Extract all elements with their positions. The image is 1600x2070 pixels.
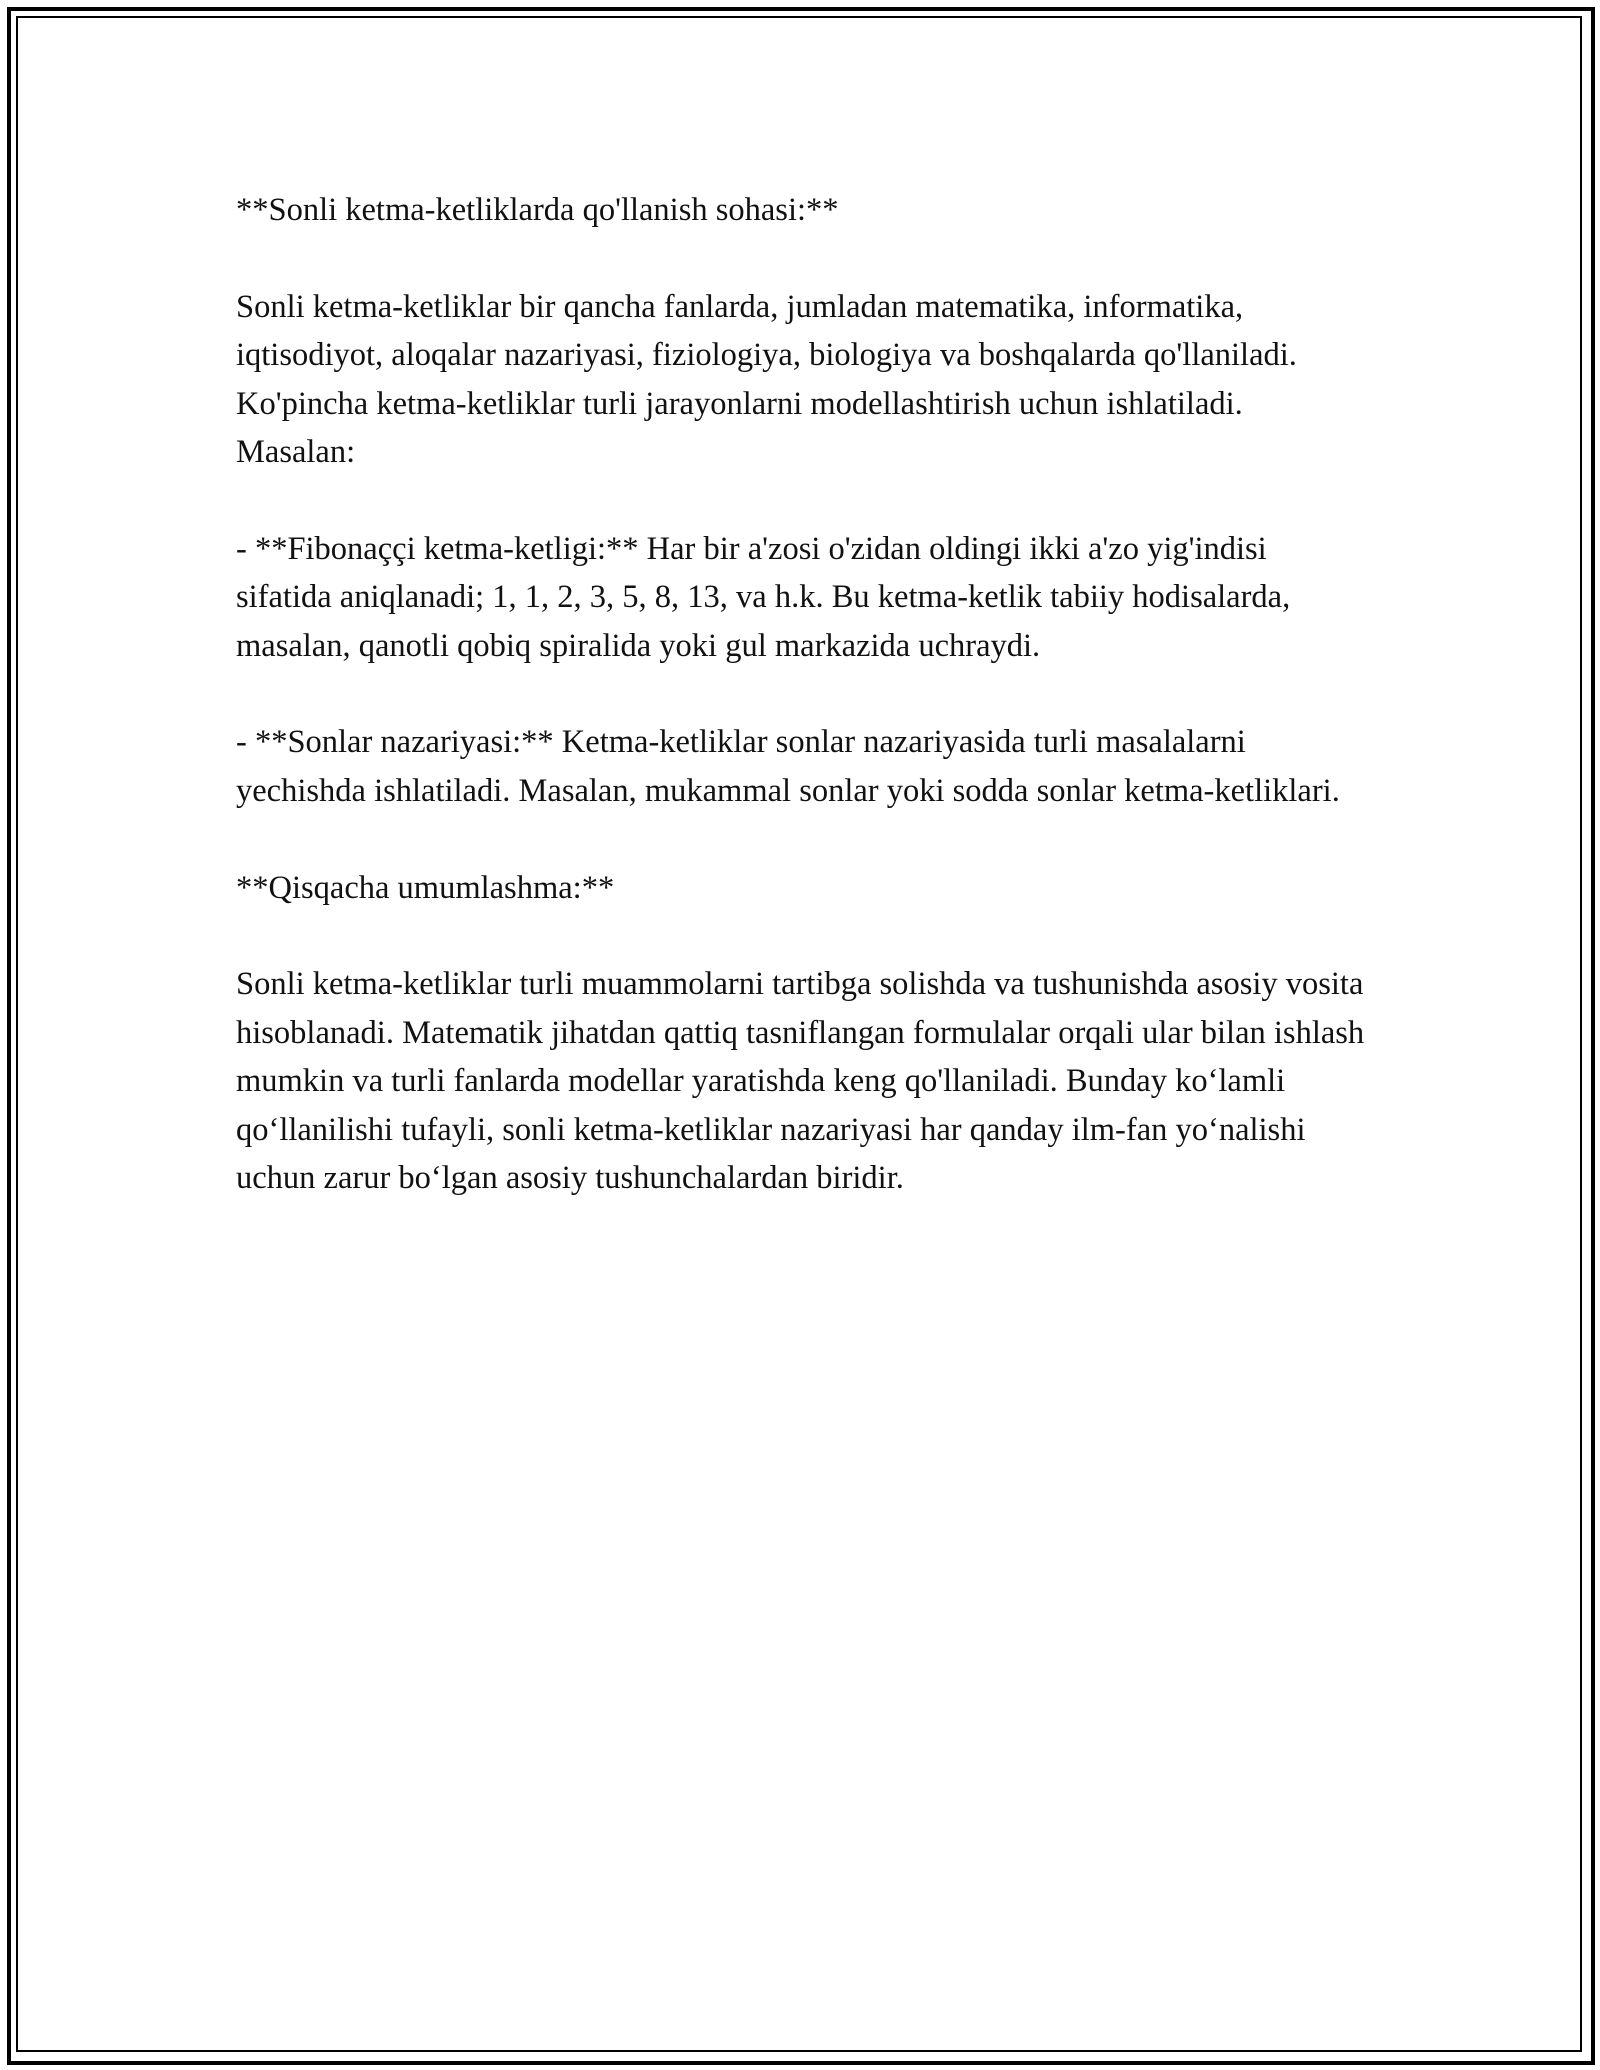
- section-heading-application: **Sonli ketma-ketliklarda qo'llanish sohasi:**: [236, 192, 839, 228]
- paragraph-application-intro: Sonli ketma-ketliklar bir qancha fanlarda, jumladan matematika, informatika, iqtisodiyot, aloqalar nazariyasi, fiziologiya, biologiya va boshqalarda qo'llaniladi. Ko'pincha ketma-ketliklar turli jarayonlarni modellashtirish uchun ishlatiladi. Masalan:: [236, 288, 1297, 471]
- list-item-number-theory: - **Sonlar nazariyasi:** Ketma-ketliklar sonlar nazariyasida turli masalalarni yechishda ishlatiladi. Masalan, mukammal sonlar yoki sodda sonlar ketma-ketliklari.: [236, 724, 1340, 809]
- paragraph-summary: Sonli ketma-ketliklar turli muammolarni tartibga solishda va tushunishda asosiy vosita hisoblanadi. Matematik jihatdan qattiq tasniflangan formulalar orqali ular bilan ishlash mumkin va turli fanlarda modellar yaratishda keng qo'llaniladi. Bunday koʻlamli qoʻllanilishi tufayli, sonli ketma-ketliklar nazariyasi har qanday ilm-fan yoʻnalishi uchun zarur boʻlgan asosiy tushunchalardan biridir.: [236, 966, 1365, 1197]
- list-item-fibonacci: - **Fibonaççi ketma-ketligi:** Har bir a'zosi o'zidan oldingi ikki a'zo yig'indisi sifatida aniqlanadi; 1, 1, 2, 3, 5, 8, 13, va h.k. Bu ketma-ketlik tabiiy hodisalarda, masalan, qanotli qobiq spiralida yoki gul markazida uchraydi.: [236, 530, 1291, 664]
- section-heading-summary: **Qisqacha umumlashma:**: [236, 869, 615, 906]
- document-body: [236, 186, 1366, 1251]
